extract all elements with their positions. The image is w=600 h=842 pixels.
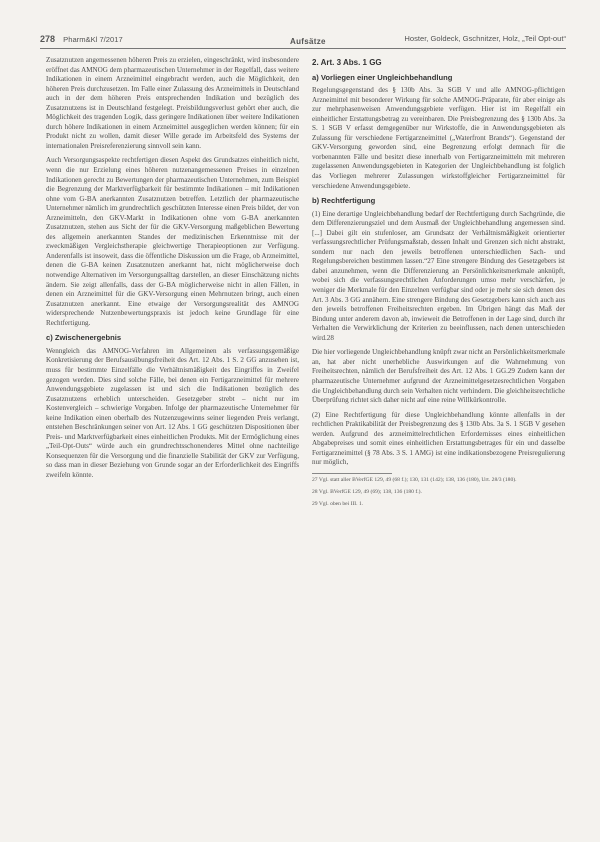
page-number: 278 [40,34,56,44]
footnote: 28 Vgl. BVerfGE 129, 49 (69); 138, 136 (180 f.). [312,489,422,496]
paragraph: Die hier vorliegende Ungleichbehandlung knüpft zwar nicht an Persönlichkeitsmerkmale an, hat aber nicht unerhebliche Auswirkungen auf die Wahrnehmung von Freiheitsrechten, nämlich der Berufsfreiheit des Art. 12 Abs. 1 GG.29 Zudem kann der pharmazeutische Unternehmer aufgrund der Arzneimittelgesetzesrechtlichen Vorgaben die Ungleichbehandlung durch sein Verhalten nicht verhindern. Die gleichheitsrechtliche Überprüfung richtet sich daher nicht auf eine reine Willkürkontrolle. [312,348,565,405]
footnote: 27 Vgl. statt aller BVerfGE 129, 49 (68 f.); 130, 131 (142); 138, 136 (180), Urt. 28/3 (180). [312,476,517,483]
section-name: Aufsätze [290,37,326,46]
left-column [46,56,299,796]
paragraph: (2) Eine Rechtfertigung für diese Ungleichbehandlung könnte allenfalls in der rechtlichen Praktikabilität der Preisbegrenzung des § 130b Abs. 3a S. 1 SGB V gesehen werden. Aufgrund des arzneimittelrechtlichen Erfordernisses eines einheitlichen Abgabepreises und somit eines einheitlichen Erstattungsbetrages für ein und dasselbe Fertigarzneimittel (§ 78 Abs. 3 S. 1 AMG) ist eine indikationsbezogene Preisregulierung nur möglich, [312,410,565,467]
header-rule [40,48,566,49]
journal-name: Pharm&Kl 7/2017 [63,35,123,44]
paragraph: (1) Eine derartige Ungleichbehandlung bedarf der Rechtfertigung durch Sachgründe, die dem Differenzierungsziel und dem Ausmaß der Ungleichbehandlung angemessen sind. [...] Dabei gilt ein stufenloser, am Grundsatz der Verhältnismäßigkeit orientierter verfassungsrechtlicher Prüfungsmaßstab, dessen Inhalt und Grenzen sich nicht abstrakt, sondern nur nach den jeweils betroffenen unterschiedlichen Sach- und Regelungsbereichen bestimmen lassen.“27 Eine strengere Bindung des Gesetzgebers ist dabei anzunehmen, wenn die Differenzierung an Persönlichkeitsmerkmale anknüpft, wobei sich die verfassungsrechtlichen Anforderungen umso mehr verschärfen, je weniger die Merkmale für den Einzelnen verfügbar sind oder je mehr sie sich denen des Art. 3 Abs. 3 GG annähern. Eine strengere Bindung des Gesetzgebers kann sich auch aus den jeweils betroffenen Freiheitsrechten ergeben. Im Übrigen hängt das Maß der Bindung unter anderem davon ab, inwieweit die Betroffenen in der Lage sind, durch ihr Verhalten die Verwirklichung der Kriterien zu beeinflussen, nach denen unterschieden wird.28 [312,209,565,342]
footnote-rule [312,473,392,474]
header-left [40,34,123,44]
footnote: 29 Vgl. oben bei III. 1. [312,501,364,508]
paragraph: Auch Versorgungsaspekte rechtfertigen diesen Aspekt des Grundsatzes einheitlich nicht, wenn die nur Erzielung eines höheren nutzenangemessenen Preises in einzelnen Indikationen gerecht zu Bewertungen der pharmazeutischen Unternehmen, zum Beispiel die Begrenzung der Marktverfügbarkeit für bestimmte Indikationen – mit Indikationen ohne vom G-BA anerkannten Zusatznutzen betreffen. Letztlich der pharmazeutische Unternehmer nämlich im grundrechtlich geschützten Interesse einen Preis bildet, der von Arzneimitteln, den GKV-Markt in Indikationen ohne vom G-BA anerkannten Zusatznutzen, stehen aus Sicht der für die GKV-Versorgung maßgeblichen Bewertung des allgemein anerkannten Standes der medizinischen Erkenntnisse mit der zweckmäßigen Vergleichstherapie gleichwertige Therapieoptionen zur Verfügung. Anderenfalls ist insoweit, dass die öffentliche Diskussion um die Frage, ob Arzneimittel, denen die G-BA keinen Zusatznutzen anerkannt hat, nicht möglicherweise doch notwendige Alternativen im Versorgungsalltag darstellen, an dieser Einschätzung nichts ändern. Sie zeigt allenfalls, dass der G-BA möglicherweise nicht in allen Fällen, in denen ein Arzneimittel für die GKV-Versorgung einen Mehrnutzen bringt, auch einen Zusatznutzen anerkannt. Eine etwaige der Versorgungsrealität des AMNOG widersprechende Nutzenbewertungspraxis ist jedoch keine Grundlage für eine Rechtfertigung. [46,156,299,327]
section-heading: 2. Art. 3 Abs. 1 GG [312,58,382,67]
paragraph: Wenngleich das AMNOG-Verfahren im Allgemeinen als verfassungsgemäßige Konkretisierung der Berufsausübungsfreiheit des Art. 12 Abs. 1 S. 2 GG anzusehen ist, muss für bestimmte Einzelfälle die Verhältnismäßigkeit des Eingriffes in Zweifel gezogen werden. Dies sind solche Fälle, bei denen ein Fertigarzneimittel für mehrere Anwendungsgebiete zugelassen ist und sich die Indikationen bezüglich des Zusatznutzens erheblich unterscheiden. Gesetzgeber strebt – nicht nur im Kostenvergleich – schwierige Vorgaben. Infolge der pharmazeutische Unternehmer für keine Indikation einen oberhalb des Nutzenzugewinns seiner liegenden Preis verlangt, entstehen Beschränkungen seiner von Art. 12 Abs. 1 GG geschützten Dispositionen über Preis- und Marktverfügbarkeit eines einheitlichen Produkts. Mit der Ermöglichung eines „Teil-Opt-Outs“ würde auch ein grundrechtsschonenderes Mittel ohne nachteilige Konsequenzen für die Versorgung und die finanzielle Stabilität der GKV zur Verfügung, so dass man in dieser Beziehung von Grunde sogar an der Erforderlichkeit des Eingriffs zweifeln könnte. [46,346,299,479]
subheading-rechtfertigung: b) Rechtfertigung [312,196,376,206]
paragraph: Regelungsgegenstand des § 130b Abs. 3a SGB V und alle AMNOG-pflichtigen Arzneimittel mit besonderer Wirkung für solche AMNOG-Präparate, für aber einige als zur mehrphasenweisen Anwendungsgebiete verfügen. Hier ist im Regelfall ein einheitlicher Erstattungsbetrag zu vereinbaren. Die Preisbegrenzung des § 130b Abs. 3a S. 1 SGB V erfasst demgegenüber nur Wirkstoffe, die in Anwendungsgebieten als Zulassung für verschiedene Fertigarzneimittel („Waterfront Brands“). Gegenstand der GKV-Versorgung geworden sind, eine Begrenzung erfolgt demnach für die vorbenannten Fälle und besitzt diese innerhalb von Fertigarzneimitteln mit mehreren zugelassenen Anwendungsgebieten in Kategorien der Ungleichbehandlung ist folglich das Vorliegen mehrerer Zulassungen wirkstoffgleicher Fertigarzneimittel für verschiedene Anwendungsgebiete. [312,86,565,190]
subheading-ungleichbehandlung: a) Vorliegen einer Ungleichbehandlung [312,72,453,82]
right-column [312,56,565,796]
subheading-zwischenergebnis: c) Zwischenergebnis [46,333,122,343]
paragraph: Zusatznutzen angemessenen höheren Preis zu erzielen, eingeschränkt, wird insbesondere eröffnet das AMNOG dem pharmazeutischen Unternehmer in der Regelfall, dass weitere Indikationen in einem Arzneimittel eingebracht werden, auch die Möglichkeit, den höheren Preis durchzusetzen. Im Falle einer Zulassung des Arzneimittels in Deutschland auch in der dem höheren Preis entsprechenden Indikation und bezüglich des Zusatznutzens ist in Deutschland festgelegt. Preisbildungsverlust gehört eher auch, die Möglichkeit des tragenden Logik, dass geringere Indikationen über weitere Indikationen durch höhere Indikationen in einem Arzneimittel ausgeglichen werden können; für ein Produkt nicht zu wollen, damit dieser Wille gerade im Arbeitsfeld des Systems der internationalen Preisreferenzierung sinnvoll sein kann. [46,56,299,150]
article-authors-title: Hoster, Goldeck, Gschnitzer, Holz, „Teil Opt-out“ [404,34,566,43]
